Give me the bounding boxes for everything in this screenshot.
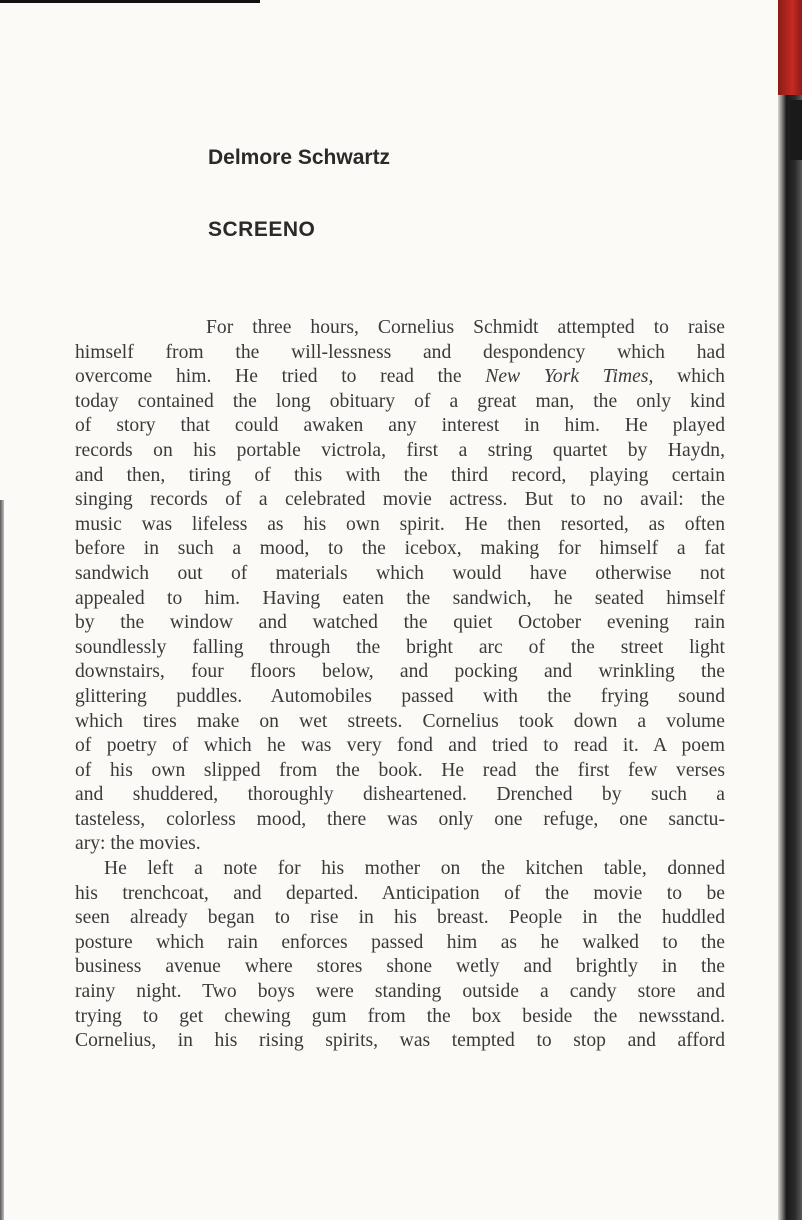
text-line: For three hours, Cornelius Schmidt attempted to raise bbox=[206, 317, 725, 338]
text-line: which tires make on wet streets. Cornelius took down a volume bbox=[75, 710, 725, 732]
text-line bbox=[75, 365, 725, 390]
text-line: sandwich out of materials which would have otherwise not bbox=[75, 562, 725, 584]
text-line: of poetry of which he was very fond and tried to read it. A poem bbox=[75, 735, 725, 757]
story-title: SCREENO bbox=[208, 218, 316, 241]
text-line: records on his portable victrola, first a string quartet by Haydn, bbox=[75, 439, 725, 461]
text-segment: overcome him. He tried to read the bbox=[75, 366, 462, 388]
text-segment: which bbox=[677, 366, 725, 388]
book-edge-notch bbox=[790, 100, 802, 160]
text-line: business avenue where stores shone wetly and brightly in the bbox=[75, 956, 725, 978]
text-line: and shuddered, thoroughly disheartened. Drenched by such a bbox=[75, 784, 725, 806]
text-line: trying to get chewing gum from the box beside the newsstand. bbox=[75, 1005, 725, 1027]
text-line: today contained the long obituary of a great man, the only kind bbox=[75, 390, 725, 412]
text-line: downstairs, four floors below, and pocking and wrinkling the bbox=[75, 661, 725, 683]
newspaper-title: New York Times, bbox=[485, 366, 654, 388]
text-line: appealed to him. Having eaten the sandwich, he seated himself bbox=[75, 587, 725, 609]
text-line: soundlessly falling through the bright arc of the street light bbox=[75, 636, 725, 658]
body-text bbox=[75, 316, 725, 1054]
text-line: ary: the movies. bbox=[75, 833, 201, 855]
text-line: singing records of a celebrated movie actress. But to no avail: the bbox=[75, 489, 725, 511]
page-edge-top bbox=[0, 0, 260, 3]
text-line: seen already began to rise in his breast. People in the huddled bbox=[75, 907, 725, 929]
page-edge-left bbox=[0, 500, 4, 1220]
text-line: himself from the will-lessness and despondency which had bbox=[75, 341, 725, 363]
text-line: before in such a mood, to the icebox, making for himself a fat bbox=[75, 538, 725, 560]
text-line: his trenchcoat, and departed. Anticipation of the movie to be bbox=[75, 882, 725, 904]
book-edge-tab bbox=[778, 0, 802, 95]
author-name: Delmore Schwartz bbox=[208, 146, 391, 169]
text-line: by the window and watched the quiet October evening rain bbox=[75, 612, 725, 634]
text-line: He left a note for his mother on the kitchen table, donned bbox=[104, 858, 725, 880]
text-line: glittering puddles. Automobiles passed with the frying sound bbox=[75, 685, 725, 707]
text-line: Cornelius, in his rising spirits, was tempted to stop and afford bbox=[75, 1030, 725, 1052]
text-line: tasteless, colorless mood, there was only one refuge, one sanctu- bbox=[75, 808, 725, 830]
text-line: of his own slipped from the book. He read the first few verses bbox=[75, 759, 725, 781]
book-edge-right bbox=[778, 0, 802, 1220]
text-line: and then, tiring of this with the third record, playing certain bbox=[75, 464, 725, 486]
text-line: posture which rain enforces passed him as he walked to the bbox=[75, 931, 725, 953]
text-line: of story that could awaken any interest in him. He played bbox=[75, 415, 725, 437]
text-line: rainy night. Two boys were standing outside a candy store and bbox=[75, 981, 725, 1003]
text-line: music was lifeless as his own spirit. He then resorted, as often bbox=[75, 513, 725, 535]
